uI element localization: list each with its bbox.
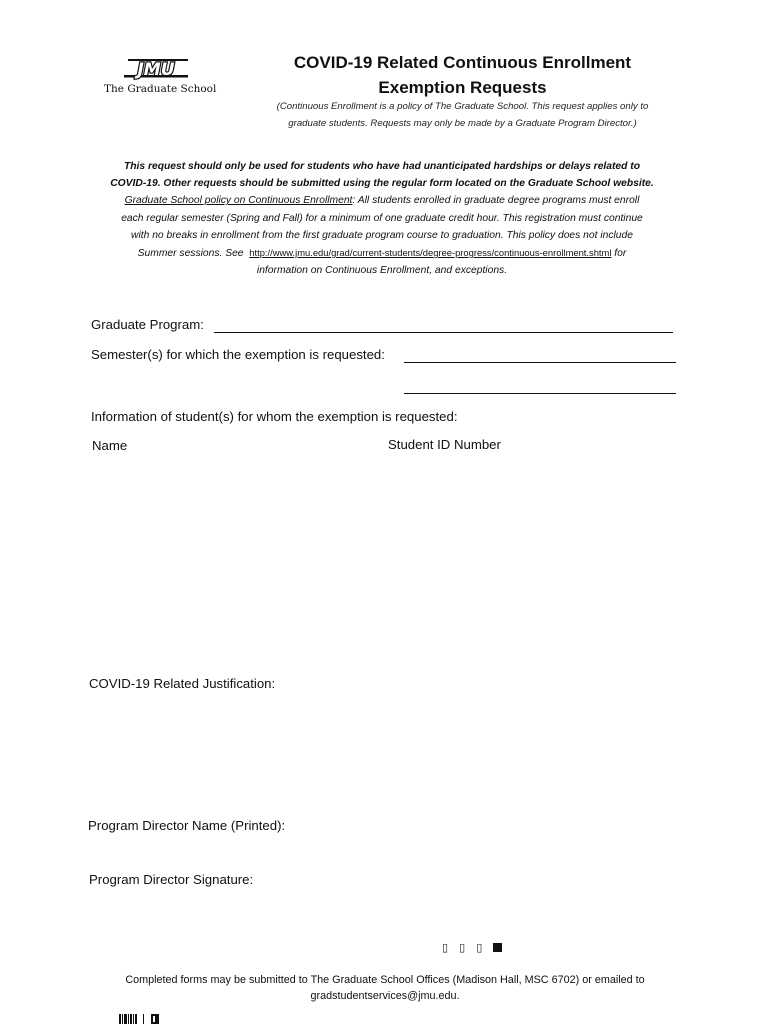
- justification-label: COVID-19 Related Justification:: [89, 676, 276, 691]
- footer-line-1: Completed forms may be submitted to The Graduate School Offices (Madison Hall, MSC 6702) or emailed to: [125, 974, 645, 986]
- name-column-header: Name: [92, 438, 128, 453]
- continuous-enrollment-url[interactable]: http://www.jmu.edu/grad/current-students/degree-progress/continuous-enrollment.shtml: [249, 247, 612, 259]
- submission-footer: [60, 972, 710, 1004]
- logo-subtitle: The Graduate School: [104, 83, 217, 95]
- semester-input-line-2[interactable]: [404, 393, 676, 394]
- graduate-program-label: Graduate Program:: [91, 317, 204, 332]
- title-line-2: Exemption Requests: [378, 78, 547, 97]
- logo-letters: JMU: [137, 60, 175, 80]
- subtitle-line-2: graduate students. Requests may only be made by a Graduate Program Director.): [288, 118, 637, 129]
- notice-see-text: Summer sessions. See: [137, 248, 244, 260]
- filled-square-icon: [493, 943, 502, 952]
- student-info-label: Information of student(s) for whom the exemption is requested:: [91, 409, 458, 424]
- notice-bold-line-2: COVID-19. Other requests should be submitted using the regular form located on the Graduate School website.: [110, 178, 654, 190]
- director-signature-label: Program Director Signature:: [89, 872, 254, 887]
- document-subtitle: [245, 98, 680, 132]
- notice-for-text: for: [614, 248, 627, 260]
- notice-line-7: information on Continuous Enrollment, and exceptions.: [256, 265, 508, 277]
- jmu-logo-mark: [122, 57, 190, 81]
- student-id-column-header: Student ID Number: [388, 437, 501, 452]
- policy-notice: [80, 158, 684, 279]
- barcode-icon: [119, 1013, 159, 1024]
- semester-label: Semester(s) for which the exemption is requested:: [91, 347, 385, 362]
- notice-line-6: [80, 244, 684, 262]
- notice-line-5: with no breaks in enrollment from the first graduate program course to graduation. This policy does not include: [131, 229, 633, 241]
- empty-box-glyphs: ▯ ▯ ▯: [442, 942, 487, 954]
- notice-line-3: [80, 192, 684, 209]
- notice-line-4: each regular semester (Spring and Fall) for a minimum of one graduate credit hour. This registration must continue: [121, 212, 643, 224]
- graduate-program-input-line[interactable]: [214, 332, 673, 333]
- policy-link[interactable]: Graduate School policy on Continuous Enrollment: [124, 195, 353, 207]
- jmu-logo: [100, 55, 215, 100]
- notice-bold-line-1: This request should only be used for students who have had unanticipated hardships or delays related to: [123, 161, 641, 172]
- subtitle-line-1: (Continuous Enrollment is a policy of The Graduate School. This request applies only to: [276, 101, 649, 112]
- footer-line-2[interactable]: gradstudentservices@jmu.edu.: [310, 990, 460, 1002]
- title-line-1: COVID-19 Related Continuous Enrollment: [293, 53, 632, 72]
- director-name-label: Program Director Name (Printed):: [88, 818, 286, 833]
- placeholder-glyphs: [442, 941, 502, 954]
- document-title: [255, 50, 670, 100]
- semester-input-line-1[interactable]: [404, 362, 676, 363]
- notice-policy-text: : All students enrolled in graduate degree programs must enroll: [352, 195, 640, 207]
